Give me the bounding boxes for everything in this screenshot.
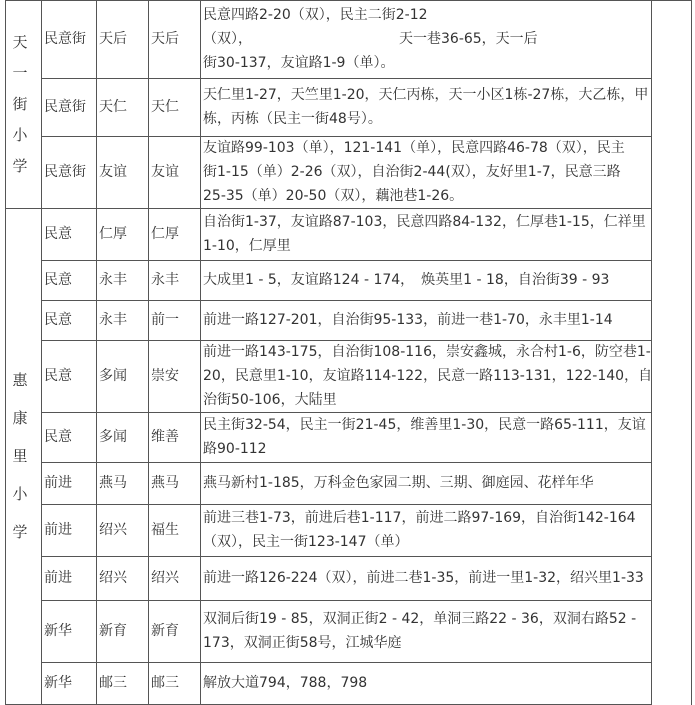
cell-street: 民意: [44, 226, 72, 242]
address-line: 治街50-106，大陆里: [203, 392, 337, 408]
cell-address-range: [203, 136, 625, 208]
cell-address-range: [203, 413, 646, 461]
address-line: 天仁里1-27，天竺里1-20，天仁丙栋，天一小区1栋-27栋，大乙栋，甲: [203, 87, 649, 103]
address-line: 燕马新村1-185，万科金色家园二期、三期、御庭园、花样年华: [203, 475, 594, 491]
address-line: 民主街32-54，民主一街21-45，维善里1-30，民意一路65-111，友谊: [203, 417, 646, 433]
address-line: 前进三巷1-73，前进后巷1-117，前进二路97-169，自治街142-164: [203, 510, 636, 526]
school-name-char: 天: [12, 33, 28, 51]
cell-area: 天仁: [151, 99, 179, 115]
cell-area: 天后: [151, 31, 179, 47]
address-line: 栋，丙栋（民主一街48号）。: [203, 111, 382, 127]
row-rule: [41, 600, 651, 601]
school-name-char: 康: [12, 409, 28, 427]
school-name-char: 学: [12, 523, 28, 541]
cell-street: 民意: [44, 312, 72, 328]
cell-community: 燕马: [99, 475, 127, 491]
row-rule: [41, 504, 651, 505]
cell-street: 新华: [44, 623, 72, 639]
cell-street: 民意街: [44, 164, 86, 180]
cell-address-range: [203, 607, 636, 655]
cell-street: 前进: [44, 475, 72, 491]
cell-address-range: [203, 566, 644, 590]
cell-street: 民意: [44, 368, 72, 384]
cell-community: 邮三: [99, 675, 127, 691]
row-rule: [5, 0, 691, 1]
column-rule: [691, 0, 692, 705]
cell-area: 崇安: [151, 368, 179, 384]
address-line: 1-10，仁厚里: [203, 238, 291, 254]
row-rule: [41, 260, 651, 261]
row-rule: [5, 208, 651, 209]
cell-community: 友谊: [99, 164, 127, 180]
address-line: 友谊路99-103（单），121-141（单），民意四路46-78（双），民主: [203, 140, 625, 156]
cell-community: 永丰: [99, 312, 127, 328]
cell-address-range: [203, 210, 646, 258]
cell-community: 多闻: [99, 429, 127, 445]
address-line: 大成里1 - 5，友谊路124 - 174， 焕英里1 - 18，自治街39 - 93: [203, 272, 610, 288]
cell-area: 友谊: [151, 164, 179, 180]
cell-street: 前进: [44, 522, 72, 538]
cell-address-range: [203, 340, 652, 412]
cell-community: 绍兴: [99, 570, 127, 586]
school-name: [9, 32, 31, 187]
cell-address-range: [203, 308, 613, 332]
cell-community: 天仁: [99, 99, 127, 115]
cell-area: 燕马: [151, 475, 179, 491]
cell-street: 民意街: [44, 31, 86, 47]
cell-address-range: [203, 671, 367, 695]
school-name-char: 学: [12, 157, 28, 175]
school-name-char: 小: [12, 485, 28, 503]
address-line: （双），民主一街123-147（单）: [203, 534, 409, 550]
cell-street: 民意街: [44, 99, 86, 115]
school-name-char: 惠: [12, 371, 28, 389]
address-line: 前进一路143-175，自治街108-116，崇安鑫城，永合村1-6，防空巷1-: [203, 344, 651, 360]
cell-community: 绍兴: [99, 522, 127, 538]
cell-community: 天后: [99, 31, 127, 47]
cell-area: 维善: [151, 429, 179, 445]
cell-address-range: [203, 83, 648, 131]
cell-address-range: [203, 268, 609, 292]
row-rule: [41, 662, 651, 663]
row-rule: [41, 556, 651, 557]
cell-area: 仁厚: [151, 226, 179, 242]
address-line: 前进一路127-201，自治街95-133，前进一巷1-70，永丰里1-14: [203, 312, 613, 328]
row-rule: [41, 78, 651, 79]
school-name-char: 一: [12, 64, 28, 82]
cell-area: 新育: [151, 623, 179, 639]
school-name-char: 里: [12, 447, 28, 465]
address-line: 25-35（单）20-50（双），藕池巷1-26。: [203, 188, 464, 204]
cell-street: 前进: [44, 570, 72, 586]
cell-area: 福生: [151, 522, 179, 538]
address-line: 解放大道794，788，798: [203, 675, 368, 691]
cell-area: 前一: [151, 312, 179, 328]
address-line: 街30-137，友谊路1-9（单）。: [203, 55, 395, 71]
address-line: 路90-112: [203, 441, 267, 457]
cell-address-range: [203, 3, 538, 75]
cell-street: 民意: [44, 429, 72, 445]
cell-street: 民意: [44, 272, 72, 288]
cell-area: 绍兴: [151, 570, 179, 586]
cell-area: 永丰: [151, 272, 179, 288]
address-line: 前进一路126-224（双），前进二巷1-35，前进一里1-32，绍兴里1-33: [203, 570, 644, 586]
column-rule: [5, 0, 6, 705]
cell-community: 多闻: [99, 368, 127, 384]
row-rule: [41, 300, 651, 301]
row-rule: [41, 462, 651, 463]
cell-street: 新华: [44, 675, 72, 691]
address-line: 自治街1-37，友谊路87-103，民意四路84-132，仁厚巷1-15，仁祥里: [203, 214, 646, 230]
cell-address-range: [203, 471, 594, 495]
school-name: [9, 370, 31, 560]
cell-address-range: [203, 506, 636, 554]
address-line: （双）， 天一巷36-65，天一后: [203, 31, 538, 47]
cell-community: 永丰: [99, 272, 127, 288]
address-line: 街1-15（单）2-26（双），自治街2-44(双），友好里1-7，民意三路: [203, 164, 621, 180]
school-name-char: 街: [12, 95, 28, 113]
address-line: 20，民意里1-10，友谊路114-122，民意一路113-131，122-140，自: [203, 368, 653, 384]
address-line: 173，双洞正街58号，江城华庭: [203, 635, 402, 651]
address-line: 民意四路2-20（双），民主二街2-12: [203, 7, 428, 23]
cell-community: 仁厚: [99, 226, 127, 242]
school-name-char: 小: [12, 126, 28, 144]
address-line: 双洞后街19 - 85，双洞正街2 - 42，单洞三路22 - 36，双洞右路52 -: [203, 611, 637, 627]
cell-community: 新育: [99, 623, 127, 639]
cell-area: 邮三: [151, 675, 179, 691]
